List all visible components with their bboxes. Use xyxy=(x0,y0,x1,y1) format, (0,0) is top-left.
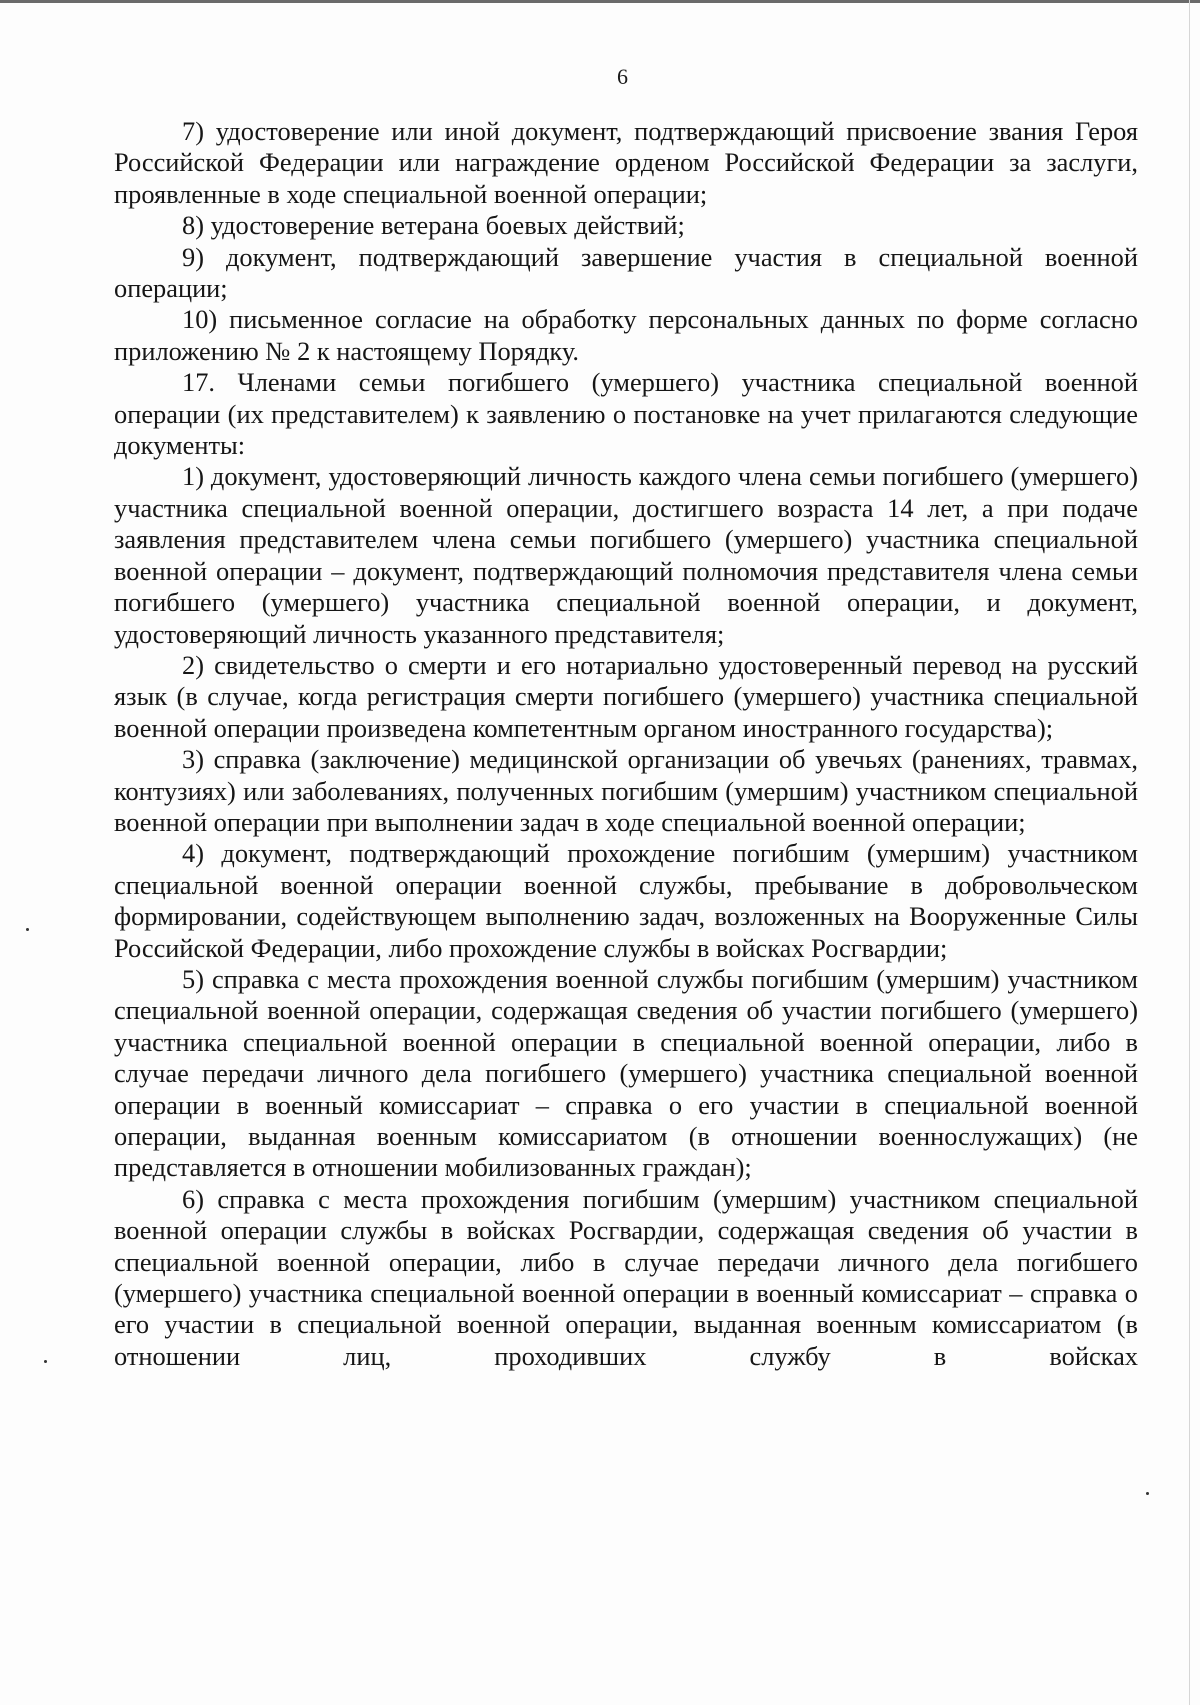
paragraph-sub-6: 6) справка с места прохождения погибшим (умершим) участником специальной военной операции службы в войсках Росгвардии, содержащая сведения об участии в специальной военной операции, либо в случае передачи личного дела погибшего (умершего) участника специальной военной операции в военный комиссариат – справка о его участии в специальной военной операции, выданная военным комиссариатом (в отношении лиц, проходивших службу в войсках xyxy=(114,1183,1138,1371)
scan-right-edge xyxy=(1189,0,1190,1705)
paragraph-section-17: 17. Членами семьи погибшего (умершего) участника специальной военной операции (их представителем) к заявлению о постановке на учет прилагаются следующие документы: xyxy=(114,367,1138,461)
paragraph-sub-5: 5) справка с места прохождения военной службы погибшим (умершим) участником специальной военной операции, содержащая сведения об участии погибшего (умершего) участника специальной военной операции в специальной военной операции, либо в случае передачи личного дела погибшего (умершего) участника специальной военной операции в военный комиссариат – справка о его участии в специальной военной операции, выданная военным комиссариатом (в отношении военнослужащих) (не представляется в отношении мобилизованных граждан); xyxy=(114,963,1138,1183)
page-number: 6 xyxy=(617,64,628,89)
paragraph-sub-4: 4) документ, подтверждающий прохождение погибшим (умершим) участником специальной военной операции военной службы, пребывание в добровольческом формировании, содействующем выполнению задач, возложенных на Вооруженные Силы Российской Федерации, либо прохождение службы в войсках Росгвардии; xyxy=(114,838,1138,963)
scan-top-border xyxy=(0,0,1200,3)
paragraph-sub-1: 1) документ, удостоверяющий личность каждого члена семьи погибшего (умершего) участника специальной военной операции, достигшего возраста 14 лет, а при подаче заявления представителем члена семьи погибшего (умершего) участника специальной военной операции – документ, подтверждающий полномочия представителя члена семьи погибшего (умершего) участника специальной военной операции, и документ, удостоверяющий личность указанного представителя; xyxy=(114,461,1138,649)
paragraph-item-7: 7) удостоверение или иной документ, подтверждающий присвоение звания Героя Российской Федерации или награждение орденом Российской Федерации за заслуги, проявленные в ходе специальной военной операции; xyxy=(114,116,1138,209)
scan-speck xyxy=(44,1360,47,1363)
document-body xyxy=(114,116,1138,1372)
scan-speck xyxy=(26,928,29,931)
paragraph-sub-2: 2) свидетельство о смерти и его нотариально удостоверенный перевод на русский язык (в случае, когда регистрация смерти погибшего (умершего) участника специальной военной операции произведена компетентным органом иностранного государства); xyxy=(114,649,1138,743)
paragraph-item-9: 9) документ, подтверждающий завершение участия в специальной военной операции; xyxy=(114,241,1138,304)
paragraph-item-8: 8) удостоверение ветерана боевых действий; xyxy=(182,210,685,241)
scan-speck xyxy=(1146,1492,1149,1495)
paragraph-sub-3: 3) справка (заключение) медицинской организации об увечьях (ранениях, травмах, контузиях) или заболеваниях, полученных погибшим (умершим) участником специальной военной операции при выполнении задач в ходе специальной военной операции; xyxy=(114,744,1138,837)
paragraph-item-10: 10) письменное согласие на обработку персональных данных по форме согласно приложению № 2 к настоящему Порядку. xyxy=(114,304,1138,366)
